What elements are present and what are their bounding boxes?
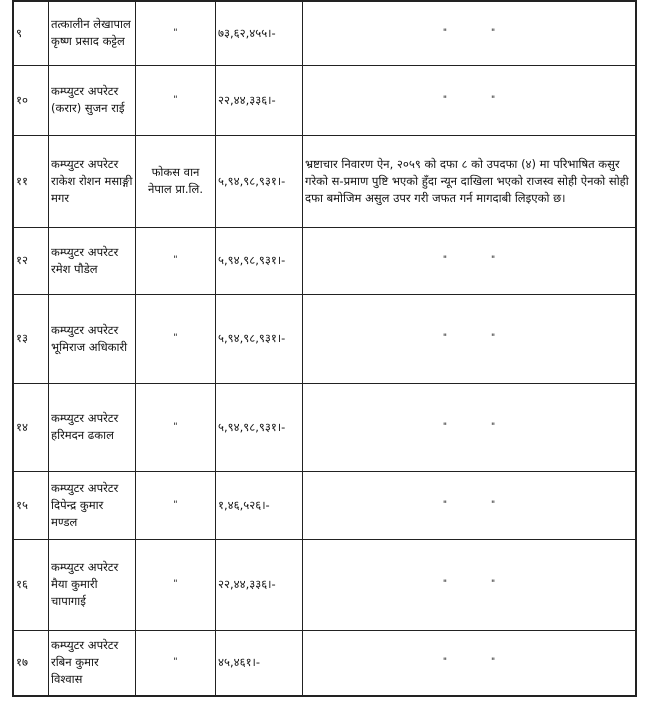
table-row [13, 471, 636, 539]
firm-name: " [136, 65, 216, 135]
remarks: " " [303, 471, 637, 539]
case-table [12, 0, 637, 697]
firm-name: " [136, 1, 216, 65]
firm-name: " [136, 471, 216, 539]
amount: २२,४४,३३६।- [216, 65, 303, 135]
serial-number: १५ [13, 471, 49, 539]
amount: २२,४४,३३६।- [216, 539, 303, 630]
remarks: " " [303, 383, 637, 471]
amount: ७३,६२,४५५।- [216, 1, 303, 65]
amount: ५,९४,९८,९३१।- [216, 294, 303, 383]
table-row [13, 383, 636, 471]
remarks: " " [303, 294, 637, 383]
firm-name: " [136, 227, 216, 294]
accused-name: तत्कालीन लेखापाल कृष्ण प्रसाद कट्टेल [49, 1, 136, 65]
serial-number: १३ [13, 294, 49, 383]
amount: १,४६,५२६।- [216, 471, 303, 539]
table-row [13, 539, 636, 630]
table-row [13, 630, 636, 696]
accused-name: कम्प्युटर अपरेटर दिपेन्द्र कुमार मण्डल [49, 471, 136, 539]
amount: ४५,४६१।- [216, 630, 303, 696]
serial-number: १० [13, 65, 49, 135]
remarks: " " [303, 1, 637, 65]
remarks: भ्रष्टाचार निवारण ऐन, २०५९ को दफा ८ को उपदफा (४) मा परिभाषित कसुर गरेको स-प्रमाण पुष्टि भएको हुँदा न्यून दाखिला भएको राजस्व सोही ऐनको सोही दफा बमोजिम असुल उपर गरी जफत गर्न मागदाबी लिइएको छ। [303, 135, 637, 227]
accused-name: कम्प्युटर अपरेटर (करार) सुजन राई [49, 65, 136, 135]
table-row [13, 135, 636, 227]
accused-name: कम्प्युटर अपरेटर रबिन कुमार विश्वास [49, 630, 136, 696]
remarks: " " [303, 630, 637, 696]
firm-name: " [136, 383, 216, 471]
amount: ५,९४,९८,९३१।- [216, 135, 303, 227]
serial-number: ११ [13, 135, 49, 227]
remarks: " " [303, 539, 637, 630]
accused-name: कम्प्युटर अपरेटर भूमिराज अधिकारी [49, 294, 136, 383]
table-row [13, 1, 636, 65]
amount: ५,९४,९८,९३१।- [216, 227, 303, 294]
firm-name: " [136, 539, 216, 630]
accused-name: कम्प्युटर अपरेटर राकेश रोशन मसाङ्गी मगर [49, 135, 136, 227]
serial-number: १७ [13, 630, 49, 696]
accused-name: कम्प्युटर अपरेटर मैया कुमारी चापागाई [49, 539, 136, 630]
serial-number: १४ [13, 383, 49, 471]
firm-name: फोकस वान नेपाल प्रा.लि. [136, 135, 216, 227]
firm-name: " [136, 294, 216, 383]
serial-number: १६ [13, 539, 49, 630]
serial-number: ९ [13, 1, 49, 65]
remarks: " " [303, 227, 637, 294]
serial-number: १२ [13, 227, 49, 294]
table-row [13, 65, 636, 135]
remarks: " " [303, 65, 637, 135]
table-row [13, 227, 636, 294]
amount: ५,९४,९८,९३१।- [216, 383, 303, 471]
table-row [13, 294, 636, 383]
accused-name: कम्प्युटर अपरेटर रमेश पौडेल [49, 227, 136, 294]
accused-name: कम्प्युटर अपरेटर हरिमदन ढकाल [49, 383, 136, 471]
firm-name: " [136, 630, 216, 696]
